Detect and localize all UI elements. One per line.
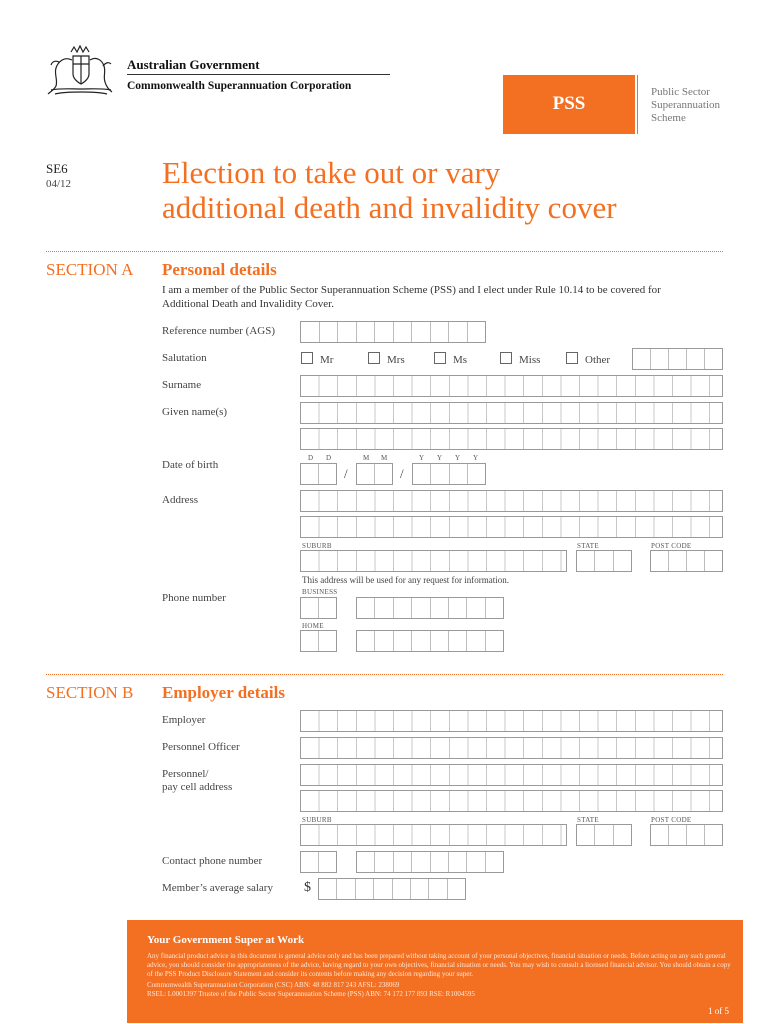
dob-day-input[interactable] — [300, 463, 337, 485]
government-name: Australian Government — [127, 57, 260, 72]
phone-business-area-code-input[interactable] — [300, 597, 337, 619]
address-state-caption: STATE — [577, 542, 599, 550]
phone-business-caption: BUSINESS — [302, 588, 338, 596]
salutation-label: Salutation — [162, 352, 207, 364]
pay-cell-address-label-2: pay cell address — [162, 781, 233, 793]
employer-state-caption: STATE — [577, 816, 599, 824]
header-divider — [127, 74, 390, 75]
salutation-ms-checkbox[interactable] — [434, 352, 446, 364]
pay-cell-address-input-line-1[interactable] — [300, 764, 723, 786]
employer-input[interactable] — [300, 710, 723, 732]
form-code: SE6 — [46, 161, 68, 176]
dob-hint-y2: Y — [437, 454, 443, 462]
given-names-input-line-2[interactable] — [300, 428, 723, 450]
scheme-name: Public Sector Superannuation Scheme — [651, 86, 721, 124]
currency-symbol: $ — [304, 880, 311, 895]
surname-input[interactable] — [300, 375, 723, 397]
dob-label: Date of birth — [162, 459, 219, 471]
pay-cell-address-input-line-2[interactable] — [300, 790, 723, 812]
salutation-miss-checkbox[interactable] — [500, 352, 512, 364]
address-input-line-2[interactable] — [300, 516, 723, 538]
address-suburb-caption: SUBURB — [302, 542, 332, 550]
employer-postcode-input[interactable] — [650, 824, 723, 846]
corporation-name: Commonwealth Superannuation Corporation — [127, 80, 352, 92]
salutation-mr-label: Mr — [320, 354, 334, 366]
section-b-label: SECTION B — [46, 683, 134, 702]
address-postcode-caption: POST CODE — [651, 542, 692, 550]
pay-cell-address-label-1: Personnel/ — [162, 768, 209, 780]
dob-slash-2: / — [400, 466, 404, 481]
section-a-title: Personal details — [162, 260, 277, 279]
average-salary-label: Member’s average salary — [162, 882, 273, 894]
phone-number-label: Phone number — [162, 592, 226, 604]
footer-disclaimer: Any financial product advice in this document is general advice only and has been prepared without taking account of your personal objectives, financial situation or needs. Before acting on any such general advice, you should consider the appropriateness of the advice, having regard to your own objectives, financial situation or needs. You may wish to consult a licensed financial advisor. You should obtain a copy of the PSS Product Disclosure Statement and consider its contents before making any decision regarding your super. — [147, 952, 731, 978]
section-a-label: SECTION A — [46, 260, 134, 279]
salutation-ms-label: Ms — [453, 354, 468, 366]
address-label: Address — [162, 494, 199, 506]
dob-hint-m2: M — [381, 454, 388, 462]
salutation-mrs-label: Mrs — [387, 354, 405, 366]
salutation-miss-label: Miss — [519, 354, 541, 366]
employer-suburb-caption: SUBURB — [302, 816, 332, 824]
section-b-divider — [46, 674, 723, 675]
form-date: 04/12 — [46, 178, 72, 190]
employer-postcode-caption: POST CODE — [651, 816, 692, 824]
reference-number-label: Reference number (AGS) — [162, 325, 276, 337]
address-suburb-input[interactable] — [300, 550, 567, 572]
coat-of-arms-icon — [45, 42, 117, 98]
dob-slash-1: / — [344, 466, 348, 481]
dob-year-input[interactable] — [412, 463, 486, 485]
address-postcode-input[interactable] — [650, 550, 723, 572]
section-a-divider — [46, 251, 723, 252]
salutation-other-label: Other — [585, 354, 611, 366]
salutation-other-input[interactable] — [632, 348, 723, 370]
contact-phone-label: Contact phone number — [162, 855, 263, 867]
salutation-mr-checkbox[interactable] — [301, 352, 313, 364]
dob-hint-m1: M — [363, 454, 370, 462]
form-title — [162, 155, 617, 225]
personnel-officer-label: Personnel Officer — [162, 741, 240, 753]
employer-label: Employer — [162, 714, 206, 726]
address-note: This address will be used for any request for information. — [302, 575, 509, 585]
salutation-mrs-checkbox[interactable] — [368, 352, 380, 364]
phone-business-number-input[interactable] — [356, 597, 504, 619]
dob-hint-d1: D — [308, 454, 314, 462]
footer-banner — [127, 920, 743, 1023]
footer-title: Your Government Super at Work — [147, 934, 305, 946]
given-names-label: Given name(s) — [162, 406, 228, 418]
employer-state-input[interactable] — [576, 824, 632, 846]
contact-phone-number-input[interactable] — [356, 851, 504, 873]
pss-logo-divider — [637, 75, 638, 134]
phone-home-number-input[interactable] — [356, 630, 504, 652]
footer-abn: Commonwealth Superannuation Corporation (CSC) ABN: 48 882 817 243 AFSL: 238069 RSEL: L0001397 Trustee of the Public Sector Superannuation Scheme (PSS) ABN: 74 172 177 893 RSE: R1004595 — [147, 981, 475, 998]
form-title-line-1: Election to take out or vary — [162, 155, 501, 190]
dob-hint-y1: Y — [419, 454, 425, 462]
contact-phone-area-code-input[interactable] — [300, 851, 337, 873]
form-title-line-2: additional death and invalidity cover — [162, 190, 617, 225]
pss-logo: PSS — [503, 75, 635, 134]
reference-number-input[interactable] — [300, 321, 486, 343]
page-number: 1 of 5 — [708, 1006, 729, 1016]
salutation-other-checkbox[interactable] — [566, 352, 578, 364]
section-b-title: Employer details — [162, 683, 285, 702]
personnel-officer-input[interactable] — [300, 737, 723, 759]
surname-label: Surname — [162, 379, 202, 391]
section-a-intro: I am a member of the Public Sector Superannuation Scheme (PSS) and I elect under Rule 10.14 to be covered for Additional Death and Invalidity Cover. — [162, 284, 661, 310]
dob-hint-d2: D — [326, 454, 332, 462]
phone-home-area-code-input[interactable] — [300, 630, 337, 652]
employer-suburb-input[interactable] — [300, 824, 567, 846]
address-state-input[interactable] — [576, 550, 632, 572]
phone-home-caption: HOME — [302, 622, 324, 630]
dob-hint-y3: Y — [455, 454, 461, 462]
average-salary-input[interactable] — [318, 878, 466, 900]
dob-month-input[interactable] — [356, 463, 393, 485]
dob-hint-y4: Y — [473, 454, 479, 462]
given-names-input-line-1[interactable] — [300, 402, 723, 424]
address-input-line-1[interactable] — [300, 490, 723, 512]
